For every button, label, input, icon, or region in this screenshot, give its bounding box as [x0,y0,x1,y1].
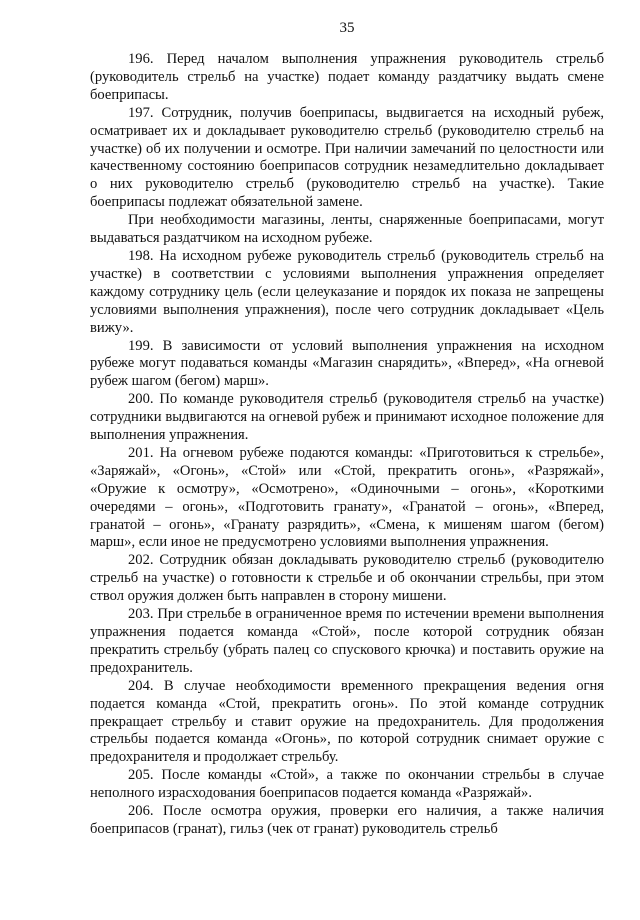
paragraph-199: 199. В зависимости от условий выполнения упражнения на исходном рубеже могут подаваться команды «Магазин снарядить», «Вперед», «На огневой рубеж шагом (бегом) марш». [90,337,604,390]
paragraph-198: 198. На исходном рубеже руководитель стрельб (руководитель стрельб на участке) в соответствии с условиями выполнения упражнения определяет каждому сотруднику цель (если целеуказание и порядок их показа не запрещены условиями выполнения упражнения), после чего сотрудник докладывает «Цель вижу». [90,247,604,336]
page-number: 35 [339,20,355,36]
paragraph-202: 202. Сотрудник обязан докладывать руководителю стрельб (руководителю стрельб на участке) о готовности к стрельбе и об окончании стрельбы, при этом ствол оружия должен быть направлен в сторону мишени. [90,552,604,605]
paragraph-205: 205. После команды «Стой», а также по окончании стрельбы в случае неполного израсходования боеприпасов подается команда «Разряжай». [90,767,604,802]
paragraph-197-note: При необходимости магазины, ленты, снаряженные боеприпасами, могут выдаваться раздатчиком на исходном рубеже. [90,212,604,247]
paragraph-203: 203. При стрельбе в ограниченное время по истечении времени выполнения упражнения подается команда «Стой», после которой сотрудник обязан прекратить стрельбу (убрать палец со спускового крючка) и поставить оружие на предохранитель. [90,606,604,676]
paragraph-201: 201. На огневом рубеже подаются команды: «Приготовиться к стрельбе», «Заряжай», «Огонь», «Стой» или «Стой, прекратить огонь», «Разряжай», «Оружие к осмотру», «Осмотрено», «Одиночными – огонь», «Короткими очередями – огонь», «Подготовить гранату», «Гранатой – огонь», «Вперед, гранатой – огонь», «Гранату разрядить», «Смена, к мишеням шагом (бегом) марш», если иное не предусмотрено условиями выполнения упражнения. [90,444,604,551]
paragraph-196: 196. Перед началом выполнения упражнения руководитель стрельб (руководитель стрельб на участке) подает команду раздатчику выдать смене боеприпасы. [90,51,604,103]
paragraph-204: 204. В случае необходимости временного прекращения ведения огня подается команда «Стой, прекратить огонь». По этой команде сотрудник прекращает стрельбу и ставит оружие на предохранитель. Для продолжения стрельбы подается команда «Огонь», по которой сотрудник снимает оружие с предохранителя и продолжает стрельбу. [90,677,604,766]
paragraph-206: 206. После осмотра оружия, проверки его наличия, а также наличия боеприпасов (гранат), гильз (чек от гранат) руководитель стрельб [90,803,604,837]
paragraph-200: 200. По команде руководителя стрельб (руководителя стрельб на участке) сотрудники выдвигаются на огневой рубеж и принимают исходное положение для выполнения упражнения. [90,391,604,444]
paragraph-197: 197. Сотрудник, получив боеприпасы, выдвигается на исходный рубеж, осматривает их и докладывает руководителю стрельб (руководителю стрельб на участке) об их получении и осмотре. При наличии замечаний по целостности или качественному состоянию боеприпасов сотрудник незамедлительно докладывает о них руководителю стрельб (руководителю стрельб на участке). Такие боеприпасы подлежат обязательной замене. [90,104,604,211]
